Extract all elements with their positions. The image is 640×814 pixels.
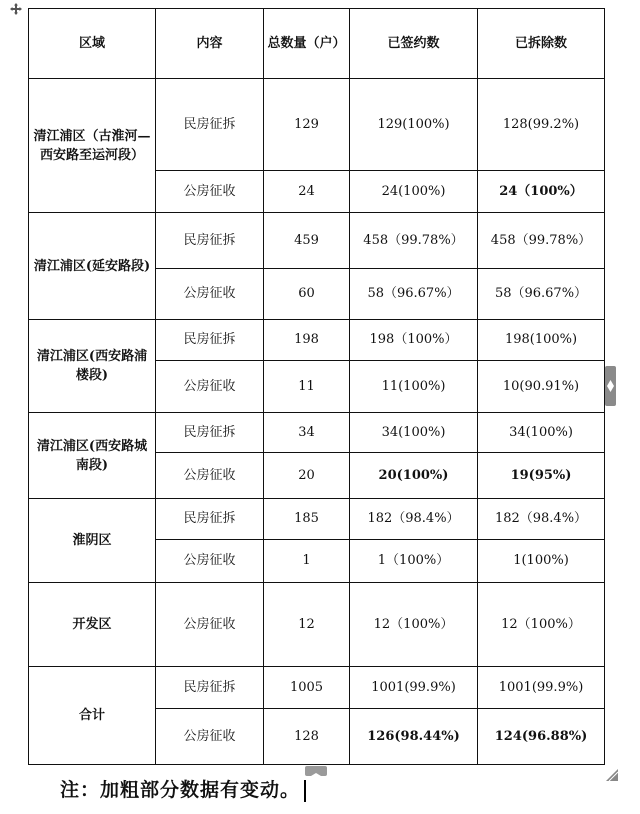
content-cell: 民房征拆	[156, 413, 264, 453]
header-row	[29, 9, 605, 79]
signed-cell: 24(100%)	[350, 171, 478, 213]
demolished-cell-changed: 19(95%)	[478, 453, 605, 499]
demolished-cell: 458（99.78%）	[478, 213, 605, 269]
table-row	[29, 213, 605, 269]
header-total: 总数量（户）	[264, 9, 350, 79]
signed-cell: 1（100%）	[350, 540, 478, 583]
total-cell: 1005	[264, 667, 350, 709]
content-cell: 公房征收	[156, 540, 264, 583]
content-cell: 公房征收	[156, 361, 264, 413]
header-region: 区域	[29, 9, 156, 79]
total-cell: 198	[264, 320, 350, 361]
header-demolished: 已拆除数	[478, 9, 605, 79]
table-row	[29, 583, 605, 667]
content-cell: 公房征收	[156, 709, 264, 765]
bottom-resize-handle-icon[interactable]	[305, 766, 327, 776]
demolished-cell: 1(100%)	[478, 540, 605, 583]
footnote-text: 注：加粗部分数据有变动。	[60, 779, 301, 801]
signed-cell-changed: 20(100%)	[350, 453, 478, 499]
total-cell: 34	[264, 413, 350, 453]
total-cell: 11	[264, 361, 350, 413]
demolished-cell: 1001(99.9%)	[478, 667, 605, 709]
header-signed: 已签约数	[350, 9, 478, 79]
text-cursor	[304, 780, 306, 802]
total-cell: 60	[264, 269, 350, 320]
signed-cell: 11(100%)	[350, 361, 478, 413]
region-cell: 淮阴区	[29, 499, 156, 583]
signed-cell: 129(100%)	[350, 79, 478, 171]
demolition-progress-table	[28, 8, 605, 765]
region-cell: 清江浦区（古淮河—西安路至运河段）	[29, 79, 156, 213]
total-cell: 20	[264, 453, 350, 499]
content-cell: 民房征拆	[156, 499, 264, 540]
table-row	[29, 320, 605, 361]
demolished-cell: 182（98.4%）	[478, 499, 605, 540]
region-cell: 清江浦区(西安路浦楼段)	[29, 320, 156, 413]
demolished-cell-changed: 124(96.88%)	[478, 709, 605, 765]
signed-cell: 58（96.67%）	[350, 269, 478, 320]
footnote[interactable]	[60, 775, 306, 802]
signed-cell: 34(100%)	[350, 413, 478, 453]
content-cell: 公房征收	[156, 171, 264, 213]
total-cell: 128	[264, 709, 350, 765]
demolished-cell: 12（100%）	[478, 583, 605, 667]
total-cell: 185	[264, 499, 350, 540]
right-resize-handle-icon[interactable]	[605, 366, 616, 406]
content-cell: 民房征拆	[156, 213, 264, 269]
content-cell: 公房征收	[156, 453, 264, 499]
content-cell: 民房征拆	[156, 79, 264, 171]
signed-cell: 458（99.78%）	[350, 213, 478, 269]
demolished-cell: 34(100%)	[478, 413, 605, 453]
signed-cell: 1001(99.9%)	[350, 667, 478, 709]
table-row	[29, 499, 605, 540]
table-row	[29, 667, 605, 709]
region-cell: 开发区	[29, 583, 156, 667]
signed-cell: 182（98.4%）	[350, 499, 478, 540]
total-cell: 1	[264, 540, 350, 583]
table-row	[29, 79, 605, 171]
signed-cell: 198（100%）	[350, 320, 478, 361]
total-cell: 12	[264, 583, 350, 667]
content-cell: 公房征收	[156, 269, 264, 320]
demolished-cell: 58（96.67%）	[478, 269, 605, 320]
signed-cell-changed: 126(98.44%)	[350, 709, 478, 765]
header-content: 内容	[156, 9, 264, 79]
demolished-cell: 128(99.2%)	[478, 79, 605, 171]
total-cell: 24	[264, 171, 350, 213]
table-row	[29, 413, 605, 453]
total-region-cell: 合计	[29, 667, 156, 765]
table-move-handle-icon[interactable]	[10, 0, 22, 12]
demolished-cell: 198(100%)	[478, 320, 605, 361]
content-cell: 民房征拆	[156, 667, 264, 709]
demolished-cell-changed: 24（100%）	[478, 171, 605, 213]
region-cell: 清江浦区(西安路城南段)	[29, 413, 156, 499]
content-cell: 公房征收	[156, 583, 264, 667]
corner-resize-icon[interactable]	[606, 766, 618, 778]
demolished-cell: 10(90.91%)	[478, 361, 605, 413]
total-cell: 129	[264, 79, 350, 171]
region-cell: 清江浦区(延安路段)	[29, 213, 156, 320]
total-cell: 459	[264, 213, 350, 269]
content-cell: 民房征拆	[156, 320, 264, 361]
signed-cell: 12（100%）	[350, 583, 478, 667]
